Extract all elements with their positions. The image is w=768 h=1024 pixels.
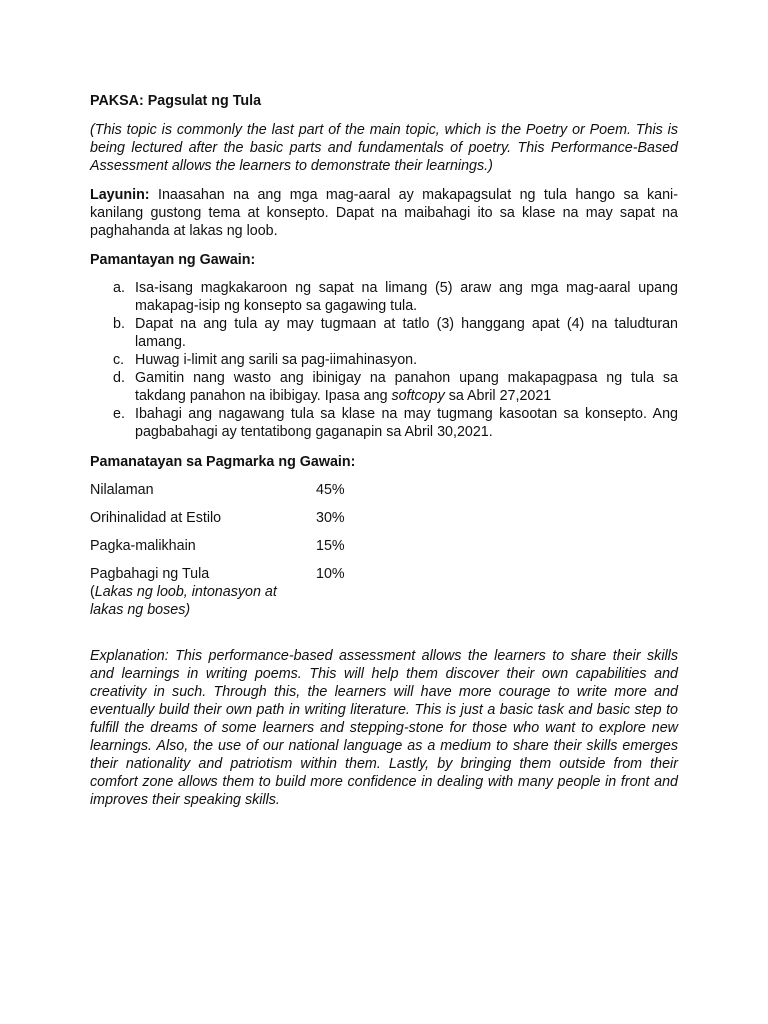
list-item-text: Dapat na ang tula ay may tugmaan at tatlo (3) hanggang apat (4) na taludturan lamang. <box>135 316 678 350</box>
list-marker: a. <box>113 280 125 296</box>
list-item-text: Gamitin nang wasto ang ibinigay na panahon upang makapagpasa ng tula sa takdang panahon na ibibigay. Ipasa ang <box>135 370 678 404</box>
objective-text: Inaasahan na ang mga mag-aaral ay makapagsulat ng tula hango sa kani-kanilang gustong tema at konsepto. Dapat na maibahagi ito sa klase na may sapat na paghahanda at lakas ng loob. <box>90 187 678 239</box>
list-item <box>90 369 678 405</box>
rubric-note-open: ( <box>90 584 95 600</box>
document-page <box>90 92 678 823</box>
rubric-criterion: Nilalaman <box>90 482 154 498</box>
topic-title <box>90 92 678 110</box>
list-marker: e. <box>113 406 125 422</box>
objective-label: Layunin: <box>90 187 150 203</box>
rubric-criterion: Orihinalidad at Estilo <box>90 510 222 526</box>
rubric-note-text: Lakas ng loob, intonasyon at lakas ng boses) <box>90 584 277 618</box>
rubric-weight: 30% <box>316 510 345 526</box>
list-item-text-italic: softcopy <box>391 388 445 404</box>
list-item-text: Isa-isang magkakaroon ng sapat na limang (5) araw ang mga mag-aaral upang makapag-isip ng konsepto sa gagawing tula. <box>135 280 678 314</box>
standards-heading: Pamantayan ng Gawain: <box>90 252 256 268</box>
table-row <box>90 509 678 527</box>
list-item-text: Huwag i-limit ang sarili sa pag-iimahinasyon. <box>135 352 418 368</box>
standards-list <box>90 279 678 441</box>
table-row <box>90 565 678 619</box>
topic-title-text: Pagsulat ng Tula <box>147 93 262 109</box>
rubric-heading: Pamanatayan sa Pagmarka ng Gawain: <box>90 454 356 470</box>
rubric-criterion-note <box>90 583 300 619</box>
rubric-weight: 45% <box>316 482 345 498</box>
list-item <box>90 279 678 315</box>
list-marker: b. <box>113 316 125 332</box>
rubric-weight: 10% <box>316 566 345 582</box>
list-item <box>90 351 678 369</box>
topic-label: PAKSA: <box>90 93 144 109</box>
rubric-criterion-text: Pagbahagi ng Tula <box>90 566 210 582</box>
rubric-weight: 15% <box>316 538 345 554</box>
rubric-table <box>90 481 678 619</box>
list-marker: d. <box>113 370 125 386</box>
intro-paragraph: (This topic is commonly the last part of the main topic, which is the Poetry or Poem. This is being lectured after the basic parts and fundamentals of poetry. This Performance-Based Assessment allows the learners to demonstrate their learnings.) <box>90 122 678 174</box>
list-item <box>90 315 678 351</box>
rubric-criterion: Pagka-malikhain <box>90 538 196 554</box>
objective-paragraph <box>90 186 678 240</box>
table-row <box>90 537 678 555</box>
explanation-paragraph: Explanation: This performance-based assessment allows the learners to share their skills and learnings in writing poems. This will help them discover their own capabilities and creativity in such. Through this, the learners will have more courage to write more and eventually build their own path in writing literature. This is just a basic task and basic step to fulfill the dreams of some learners and stepping-stone for those who want to explore new learnings. Also, the use of our national language as a medium to share their skills emerges their nationality and patriotism within them. Lastly, by bringing them outside from their comfort zone allows them to build more confidence in dealing with many people in front and improves their speaking skills. <box>90 648 678 808</box>
list-item <box>90 405 678 441</box>
rubric-criterion <box>90 565 300 619</box>
table-row <box>90 481 678 499</box>
list-marker: c. <box>113 352 125 368</box>
list-item-text-after: sa Abril 27,2021 <box>444 388 552 404</box>
list-item-text: Ibahagi ang nagawang tula sa klase na may tugmang kasootan sa konsepto. Ang pagbabahagi ay tentatibong gaganapin sa Abril 30,2021. <box>135 406 678 440</box>
